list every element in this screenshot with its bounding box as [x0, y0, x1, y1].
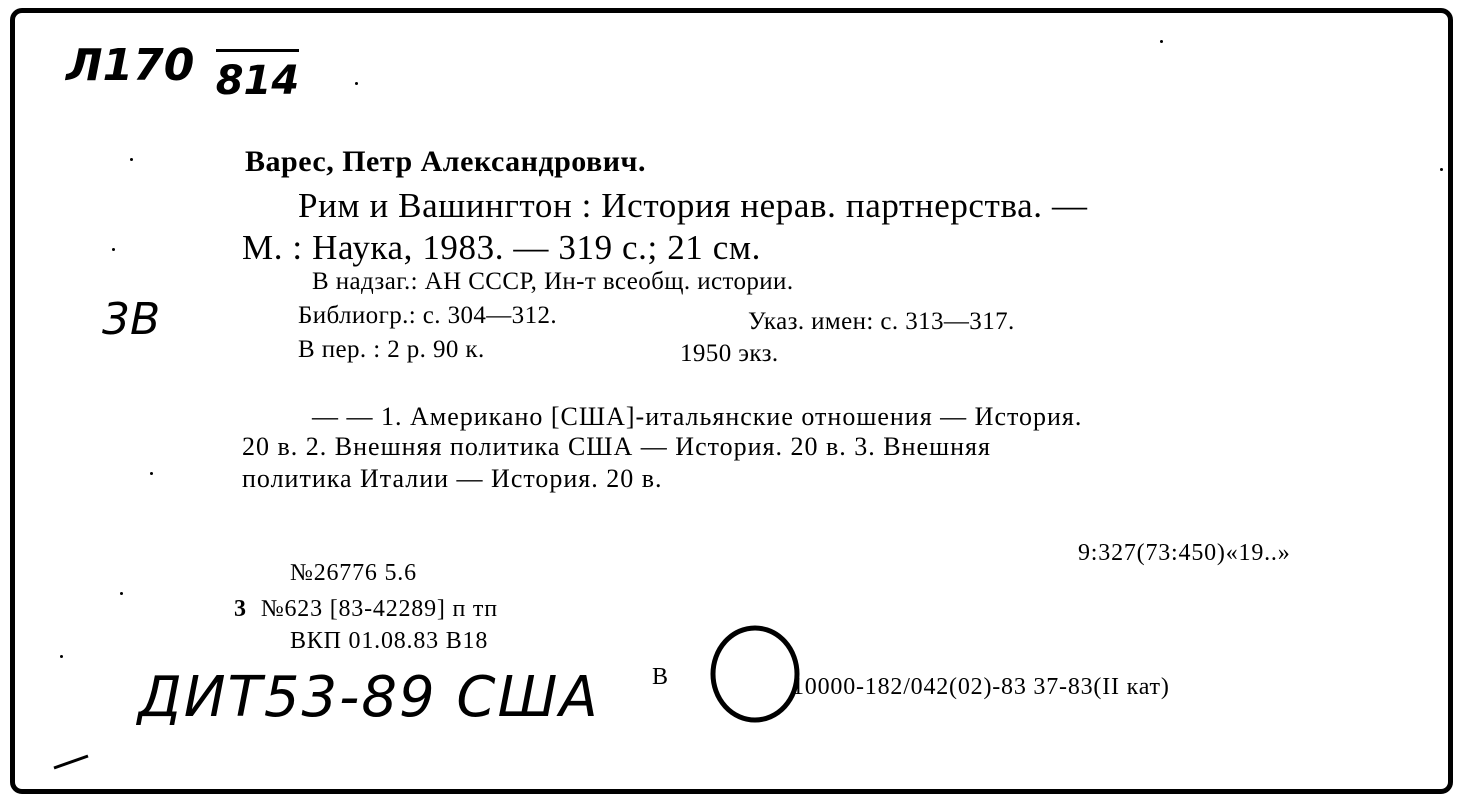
note-sponsor: В надзаг.: АН СССР, Ин-т всеобщ. истории. — [312, 268, 794, 295]
subjects-line-3: политика Италии — История. 20 в. — [242, 464, 663, 493]
subjects-line-2: 20 в. 2. Внешняя политика США — История. 20 в. 3. Внешняя — [242, 432, 991, 461]
pen-stroke — [52, 752, 92, 772]
catalog-code: 10000-182/042(02)-83 37-83(II кат) — [792, 674, 1170, 700]
order-line — [234, 596, 498, 623]
classification-code: 9:327(73:450)«19..» — [1078, 540, 1291, 566]
shelf-mark-2: 814 — [216, 49, 300, 104]
order-prefix: 3 — [234, 596, 247, 622]
note-price: В пер. : 2 р. 90 к. — [298, 336, 485, 363]
speck — [60, 655, 63, 658]
title-line-2: М. : Наука, 1983. — 319 с.; 21 см. — [242, 228, 761, 267]
note-print-run: 1950 экз. — [680, 340, 779, 367]
order-number: №623 [83-42289] п тп — [260, 596, 498, 622]
speck — [355, 82, 358, 85]
speck — [112, 248, 115, 251]
shelf-mark-1: Л170 — [66, 40, 195, 91]
author-heading: Варес, Петр Александрович. — [245, 145, 646, 178]
subjects-line-1: — — 1. Американо [США]-итальянские отношения — История. — [312, 402, 1083, 431]
speck — [120, 592, 123, 595]
handwritten-circle-mark — [702, 618, 812, 728]
handwritten-shelf-mark — [66, 40, 299, 104]
speck — [150, 472, 153, 475]
handwritten-bottom-mark: ДИТ53-89 США — [138, 665, 600, 730]
vkp-line: ВКП 01.08.83 В18 — [290, 628, 489, 654]
handwritten-side-mark: 3В — [102, 294, 161, 345]
note-bibliography: Библиогр.: с. 304—312. — [298, 302, 558, 329]
speck — [1160, 40, 1163, 43]
speck — [1440, 168, 1443, 171]
letter-b: В — [652, 664, 669, 690]
note-index: Указ. имен: с. 313—317. — [748, 308, 1015, 335]
card-number: №26776 5.6 — [290, 560, 417, 586]
title-line-1: Рим и Вашингтон : История нерав. партнерства. — — [298, 186, 1088, 225]
speck — [130, 158, 133, 161]
